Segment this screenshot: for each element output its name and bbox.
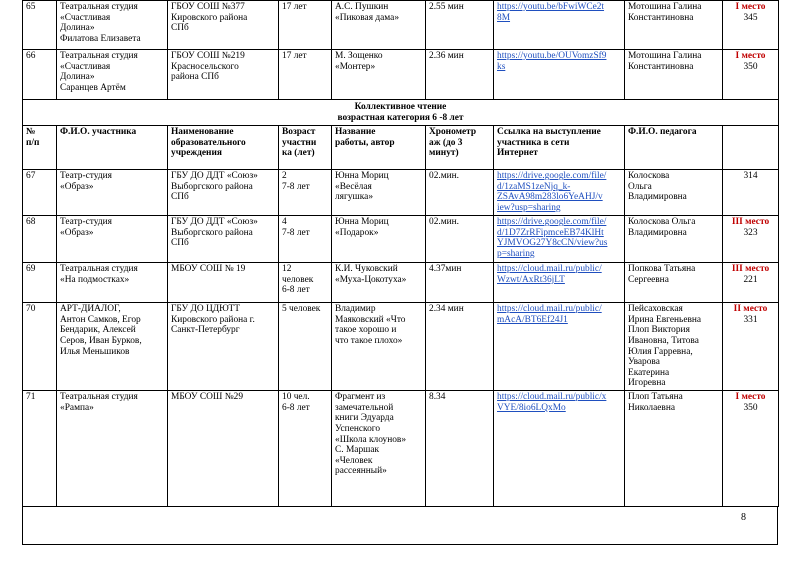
- headers.age-line: участни: [282, 137, 317, 148]
- rows_bottom.4.institution-line: МБОУ СОШ №29: [171, 392, 244, 403]
- rows_bottom.0.work-line: «Весёлая: [335, 181, 372, 192]
- score-value: 221: [743, 274, 758, 285]
- rows_bottom.3.participant-line: Серов, Иван Бурков,: [60, 335, 142, 346]
- score-value: 350: [743, 61, 758, 72]
- rows_bottom.0.institution-line: ГБУ ДО ДДТ «Союз»: [171, 171, 258, 182]
- headers.work-line: работы, автор: [335, 137, 395, 148]
- cell-work: [332, 50, 426, 100]
- place-label: I место: [735, 51, 766, 61]
- rows_top.1.participant-line: Долина»: [60, 72, 95, 83]
- results-table: [22, 0, 779, 507]
- rows_top.1.participant-line: Саранцев Артём: [60, 82, 126, 93]
- cell-num: 67: [23, 170, 57, 216]
- rows_top.0.institution-line: Кировского района: [171, 12, 248, 23]
- table-row: [23, 50, 779, 100]
- cell-teacher: [625, 303, 723, 391]
- cell-institution: [168, 50, 279, 100]
- rows_bottom.1.institution-line: СПб: [171, 238, 189, 249]
- rows_bottom.0.age-line: 2: [282, 171, 287, 182]
- score-value: 331: [743, 314, 758, 325]
- rows_top.0.participant-line: Долина»: [60, 23, 95, 34]
- headers.age-line: Возраст: [282, 127, 316, 138]
- header-duration: [426, 126, 494, 170]
- headers.num-line: п/п: [26, 137, 40, 148]
- cell-link[interactable]: [494, 303, 625, 391]
- document-page: [22, 0, 778, 545]
- cell-num: 69: [23, 263, 57, 303]
- rows_top.1.duration-line: 2.36 мин: [429, 51, 464, 61]
- rows_top.1.institution-line: ГБОУ СОШ №219: [171, 51, 245, 61]
- rows_bottom.1.teacher-line: Владимировна: [628, 227, 687, 238]
- cell-teacher: [625, 50, 723, 100]
- rows_top.0.participant-line: Театральная студия: [60, 2, 138, 12]
- table-tail: [22, 507, 778, 545]
- headers.participant-line: Ф.И.О. участника: [60, 127, 137, 138]
- headers.duration-line: Хронометр: [429, 127, 477, 138]
- header-work: [332, 126, 426, 170]
- rows_bottom.3.link-line: mAcA/BT6Ef24J1: [497, 314, 568, 325]
- column-header-row: [23, 126, 779, 170]
- rows_top.0.participant-line: Филатова Елизавета: [60, 33, 141, 44]
- rows_top.0.work-line: «Пиковая дама»: [335, 12, 400, 23]
- cell-age: [279, 391, 332, 507]
- header-num: [23, 126, 57, 170]
- rows_bottom.4.age-line: 10 чел.: [282, 392, 310, 403]
- cell-work: [332, 1, 426, 50]
- rows_top.1.participant-line: «Счастливая: [60, 61, 111, 72]
- cell-result: [723, 1, 779, 50]
- cell-result: [723, 50, 779, 100]
- video-link[interactable]: [497, 217, 621, 259]
- cell-link[interactable]: [494, 170, 625, 216]
- rows_bottom.0.link-line: https://drive.google.com/file/: [497, 171, 607, 182]
- rows_bottom.2.teacher-line: Сергеевна: [628, 274, 669, 285]
- rows_top.0.institution-line: СПб: [171, 23, 189, 34]
- cell-duration: [426, 170, 494, 216]
- rows_top.1.link-line: ks: [497, 61, 506, 72]
- cell-result: [723, 391, 779, 507]
- rows_bottom.4.participant-line: Театральная студия: [60, 392, 138, 403]
- score-value: 314: [743, 171, 758, 182]
- rows_bottom.0.institution-line: СПб: [171, 192, 189, 203]
- rows_bottom.0.participant-line: «Образ»: [60, 181, 94, 192]
- rows_top.0.duration-line: 2.55 мин: [429, 2, 464, 12]
- rows_bottom.4.work-line: Фрагмент из: [335, 392, 386, 403]
- place-label: III место: [731, 217, 770, 228]
- rows_top.1.age-line: 17 лет: [282, 51, 307, 61]
- cell-participant: [57, 391, 168, 507]
- table-row: [23, 391, 779, 507]
- place-label: II место: [733, 304, 768, 315]
- rows_bottom.3.work-line: такое хорошо и: [335, 325, 397, 336]
- rows_bottom.1.link-line: YJMVOG27Y8cCN/view?us: [497, 238, 608, 249]
- rows_bottom.3.teacher-line: Ирина Евгеньевна: [628, 314, 702, 325]
- video-link[interactable]: [497, 2, 621, 23]
- rows_top.0.teacher-line: Мотошина Галина: [628, 2, 702, 12]
- rows_bottom.3.institution-line: ГБУ ДО ЦДЮТТ: [171, 304, 240, 315]
- rows_bottom.1.duration-line: 02.мин.: [429, 217, 460, 228]
- cell-participant: [57, 303, 168, 391]
- header-result: [723, 126, 779, 170]
- rows_top.0.link-line: 8M: [497, 12, 511, 23]
- cell-duration: [426, 303, 494, 391]
- headers.link-line: Интернет: [497, 148, 538, 159]
- rows_top.0.institution-line: ГБОУ СОШ №377: [171, 2, 245, 12]
- cell-link[interactable]: [494, 391, 625, 507]
- rows_bottom.2.participant-line: «На подмостках»: [60, 274, 130, 285]
- header-link: [494, 126, 625, 170]
- header-teacher: [625, 126, 723, 170]
- rows_bottom.3.teacher-line: Игоревна: [628, 378, 666, 389]
- section-header: [23, 100, 779, 126]
- headers.institution-line: образовательного: [171, 137, 246, 148]
- cell-work: [332, 170, 426, 216]
- cell-participant: [57, 50, 168, 100]
- cell-institution: [168, 391, 279, 507]
- cell-link[interactable]: [494, 50, 625, 100]
- cell-num: 68: [23, 216, 57, 263]
- rows_top.1.work-line: «Монтер»: [335, 61, 376, 72]
- rows_bottom.4.work-line: С. Маршак: [335, 445, 380, 456]
- rows_bottom.4.work-line: «Человек: [335, 455, 373, 466]
- header-age: [279, 126, 332, 170]
- rows_top.1.link-line: https://youtu.be/OUVomzSf9: [497, 51, 607, 61]
- headers.duration-line: минут): [429, 148, 459, 159]
- rows_top.0.work-line: А.С. Пушкин: [335, 2, 389, 12]
- rows_bottom.2.work-line: К.И. Чуковский: [335, 264, 398, 275]
- cell-age: [279, 216, 332, 263]
- rows_bottom.0.participant-line: Театр-студия: [60, 171, 112, 182]
- headers.work-line: Название: [335, 127, 376, 138]
- cell-num: 65: [23, 1, 57, 50]
- cell-result: [723, 216, 779, 263]
- rows_bottom.0.teacher-line: Владимировна: [628, 192, 687, 203]
- cell-age: [279, 170, 332, 216]
- rows_bottom.2.duration-line: 4.37мин: [429, 264, 462, 275]
- cell-work: [332, 216, 426, 263]
- rows_bottom.3.teacher-line: Юлия Гарревна,: [628, 346, 693, 357]
- cell-result: [723, 263, 779, 303]
- video-link[interactable]: [497, 171, 621, 213]
- rows_bottom.0.work-line: Юнна Мориц: [335, 171, 389, 182]
- rows_bottom.1.participant-line: Театр-студия: [60, 217, 112, 228]
- rows_bottom.4.age-line: 6-8 лет: [282, 402, 310, 413]
- cell-result: [723, 303, 779, 391]
- rows_bottom.2.participant-line: Театральная студия: [60, 264, 138, 275]
- headers.link-line: участника в сети: [497, 137, 570, 148]
- cell-age: [279, 303, 332, 391]
- rows_bottom.2.link-line: https://cloud.mail.ru/public/: [497, 264, 602, 275]
- rows_bottom.3.teacher-line: Плоп Виктория: [628, 325, 690, 336]
- rows_bottom.4.link-line: https://cloud.mail.ru/public/x: [497, 392, 607, 403]
- cell-duration: [426, 263, 494, 303]
- cell-institution: [168, 1, 279, 50]
- rows_top.0.teacher-line: Константиновна: [628, 12, 694, 23]
- rows_bottom.4.link-line: VYE/8io6LQxMo: [497, 402, 566, 413]
- rows_top.1.work-line: М. Зощенко: [335, 51, 383, 61]
- rows_bottom.0.duration-line: 02.мин.: [429, 171, 460, 182]
- cell-duration: [426, 216, 494, 263]
- rows_bottom.1.age-line: 7-8 лет: [282, 227, 310, 238]
- cell-work: [332, 263, 426, 303]
- headers.teacher-line: Ф.И.О. педагога: [628, 127, 697, 138]
- rows_bottom.0.link-line: ZSAvA98m283lo6YeAHJ/v: [497, 192, 603, 203]
- rows_bottom.3.work-line: Владимир: [335, 304, 376, 315]
- rows_top.1.participant-line: Театральная студия: [60, 51, 138, 61]
- rows_bottom.2.age-line: 6-8 лет: [282, 285, 310, 296]
- rows_bottom.1.work-line: Юнна Мориц: [335, 217, 389, 228]
- rows_bottom.3.work-line: что такое плохо»: [335, 335, 403, 346]
- rows_bottom.1.link-line: d/1D7ZrRFipmceEB74KlHt: [497, 227, 604, 238]
- cell-num: 66: [23, 50, 57, 100]
- video-link[interactable]: [497, 392, 621, 413]
- rows_bottom.4.work-line: книги Эдуарда: [335, 413, 394, 424]
- table-row: [23, 303, 779, 391]
- section-title: Коллективное чтение: [354, 102, 447, 112]
- rows_top.1.teacher-line: Константиновна: [628, 61, 694, 72]
- rows_bottom.2.link-line: Wzwt/AxRt36jLT: [497, 274, 565, 285]
- rows_top.0.participant-line: «Счастливая: [60, 12, 111, 23]
- rows_bottom.3.age-line: 5 человек: [282, 304, 321, 315]
- rows_bottom.0.institution-line: Выборгского района: [171, 181, 253, 192]
- cell-teacher: [625, 170, 723, 216]
- table-row: [23, 170, 779, 216]
- score-value: 323: [743, 227, 758, 238]
- rows_bottom.1.work-line: «Подарок»: [335, 227, 379, 238]
- rows_top.0.age-line: 17 лет: [282, 2, 307, 12]
- rows_bottom.1.teacher-line: Колоскова Ольга: [628, 217, 696, 228]
- cell-institution: [168, 303, 279, 391]
- rows_top.1.institution-line: Красносельского: [171, 61, 239, 72]
- cell-age: [279, 263, 332, 303]
- cell-work: [332, 303, 426, 391]
- cell-duration: [426, 391, 494, 507]
- rows_bottom.1.participant-line: «Образ»: [60, 227, 94, 238]
- rows_bottom.1.link-line: https://drive.google.com/file/: [497, 217, 607, 228]
- rows_top.0.link-line: https://youtu.be/bFwiWCe2t: [497, 2, 605, 12]
- cell-institution: [168, 263, 279, 303]
- headers.num-line: №: [26, 127, 36, 138]
- rows_bottom.4.work-line: замечательной: [335, 402, 394, 413]
- rows_bottom.3.institution-line: Санкт-Петербург: [171, 325, 240, 336]
- rows_bottom.0.work-line: лягушка»: [335, 192, 374, 203]
- cell-duration: [426, 1, 494, 50]
- score-value: 350: [743, 402, 758, 413]
- video-link[interactable]: [497, 264, 621, 285]
- rows_bottom.2.age-line: 12: [282, 264, 292, 275]
- cell-teacher: [625, 391, 723, 507]
- table-row: [23, 263, 779, 303]
- rows_bottom.1.institution-line: Выборгского района: [171, 227, 253, 238]
- place-label: III место: [731, 264, 770, 275]
- headers.link-line: Ссылка на выступление: [497, 127, 601, 138]
- cell-institution: [168, 170, 279, 216]
- rows_bottom.2.age-line: человек: [282, 274, 314, 285]
- rows_bottom.3.duration-line: 2.34 мин: [429, 304, 464, 315]
- header-participant: [57, 126, 168, 170]
- rows_bottom.0.age-line: 7-8 лет: [282, 181, 310, 192]
- rows_bottom.3.teacher-line: Ивановна, Титова: [628, 335, 699, 346]
- video-link[interactable]: [497, 304, 621, 325]
- rows_bottom.4.work-line: Успенского: [335, 423, 381, 434]
- rows_bottom.2.work-line: «Муха-Цокотуха»: [335, 274, 407, 285]
- rows_bottom.4.duration-line: 8.34: [429, 392, 446, 403]
- cell-link[interactable]: [494, 263, 625, 303]
- rows_top.1.institution-line: района СПб: [171, 72, 219, 83]
- rows_bottom.3.participant-line: Бендарик, Алексей: [60, 325, 136, 336]
- cell-teacher: [625, 263, 723, 303]
- cell-age: [279, 50, 332, 100]
- cell-participant: [57, 216, 168, 263]
- rows_bottom.3.participant-line: Илья Меньшиков: [60, 346, 130, 357]
- rows_bottom.3.link-line: https://cloud.mail.ru/public/: [497, 304, 602, 315]
- rows_bottom.0.link-line: iew?usp=sharing: [497, 202, 561, 213]
- rows_bottom.4.work-line: «Школа клоунов»: [335, 434, 407, 445]
- rows_bottom.1.age-line: 4: [282, 217, 287, 228]
- cell-teacher: [625, 1, 723, 50]
- cell-num: 71: [23, 391, 57, 507]
- cell-link[interactable]: [494, 1, 625, 50]
- header-institution: [168, 126, 279, 170]
- rows_bottom.3.participant-line: АРТ-ДИАЛОГ,: [60, 304, 121, 315]
- cell-duration: [426, 50, 494, 100]
- score-value: 345: [743, 12, 758, 23]
- rows_bottom.1.link-line: p=sharing: [497, 248, 535, 259]
- cell-participant: [57, 263, 168, 303]
- rows_bottom.4.participant-line: «Рампа»: [60, 402, 94, 413]
- rows_top.1.teacher-line: Мотошина Галина: [628, 51, 702, 61]
- headers.age-line: ка (лет): [282, 148, 315, 159]
- cell-teacher: [625, 216, 723, 263]
- rows_bottom.2.teacher-line: Попкова Татьяна: [628, 264, 696, 275]
- place-label: I место: [735, 2, 766, 12]
- rows_bottom.2.institution-line: МБОУ СОШ № 19: [171, 264, 246, 275]
- rows_bottom.0.link-line: d/1zaMS1zeNjq_k-: [497, 181, 571, 192]
- rows_bottom.3.work-line: Маяковский «Что: [335, 314, 406, 325]
- page-number: 8: [741, 512, 746, 523]
- rows_bottom.0.teacher-line: Колоскова: [628, 171, 670, 182]
- rows_bottom.3.teacher-line: Пейсаховская: [628, 304, 683, 315]
- table-row: [23, 216, 779, 263]
- rows_bottom.3.teacher-line: Уварова: [628, 357, 660, 368]
- rows_bottom.1.institution-line: ГБУ ДО ДДТ «Союз»: [171, 217, 258, 228]
- rows_bottom.3.participant-line: Антон Самков, Егор: [60, 314, 141, 325]
- headers.institution-line: учреждения: [171, 148, 222, 159]
- cell-num: 70: [23, 303, 57, 391]
- table-row: [23, 1, 779, 50]
- section-subtitle: возрастная категория 6 -8 лет: [337, 112, 464, 123]
- rows_bottom.0.teacher-line: Ольга: [628, 181, 652, 192]
- cell-work: [332, 391, 426, 507]
- rows_bottom.3.teacher-line: Екатерина: [628, 367, 670, 378]
- cell-result: [723, 170, 779, 216]
- place-label: I место: [735, 392, 766, 403]
- cell-age: [279, 1, 332, 50]
- video-link[interactable]: [497, 51, 621, 72]
- cell-participant: [57, 170, 168, 216]
- rows_bottom.4.teacher-line: Николаевна: [628, 402, 676, 413]
- rows_bottom.4.teacher-line: Плоп Татьяна: [628, 392, 683, 403]
- rows_bottom.3.institution-line: Кировского района г.: [171, 314, 255, 325]
- section-header-row: [23, 100, 779, 126]
- rows_bottom.4.work-line: рассеянный»: [335, 466, 387, 477]
- headers.institution-line: Наименование: [171, 127, 234, 138]
- cell-link[interactable]: [494, 216, 625, 263]
- headers.duration-line: аж (до 3: [429, 137, 463, 148]
- cell-participant: [57, 1, 168, 50]
- cell-institution: [168, 216, 279, 263]
